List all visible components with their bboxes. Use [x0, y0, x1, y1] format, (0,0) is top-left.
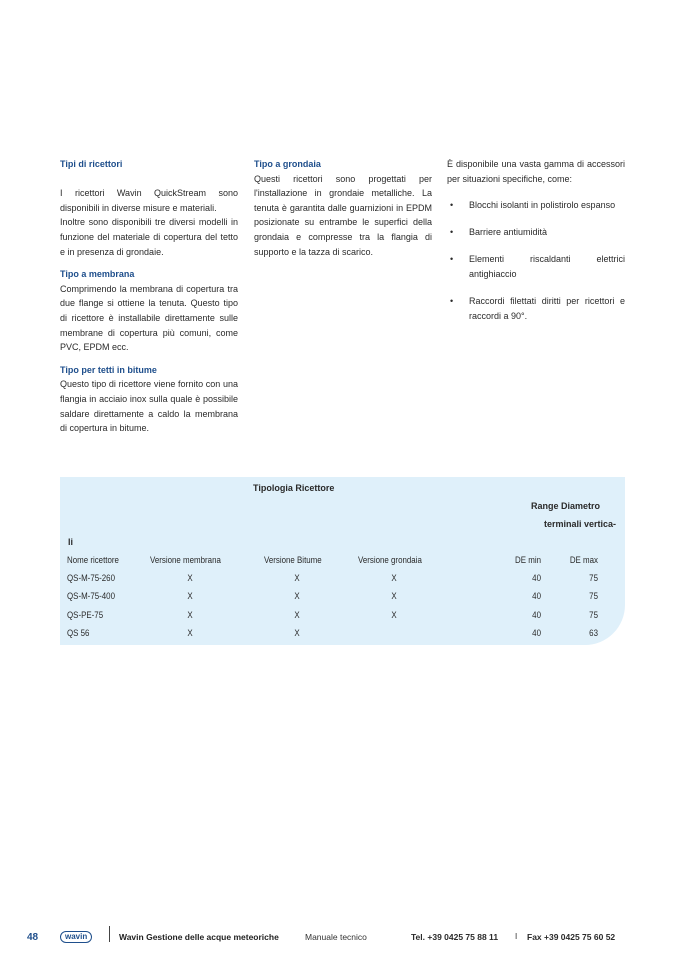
footer-fax: Fax +39 0425 75 60 52 — [527, 932, 616, 942]
bullet: • — [450, 254, 454, 265]
footer-subtitle: Manuale tecnico — [305, 932, 367, 942]
table-cell-grondaia: X — [391, 591, 397, 602]
paragraph: Questi ricettori sono progettati per l'installazione in grondaie metalliche. La tenuta è garantita dalle guarnizioni in EPDM posizionate su entrambe le superfici della grondaia e compresse tra la flangia di supporto e la tazza di scarico. — [254, 173, 432, 257]
paragraph: È disponibile una vasta gamma di accessori per situazioni specifiche, come: — [447, 159, 625, 184]
divider — [109, 926, 110, 942]
bullet: • — [450, 227, 454, 238]
column-header-name: Nome ricettore — [67, 555, 119, 565]
list-item-text: Blocchi isolanti in polistirolo espanso — [469, 200, 616, 211]
page-footer — [0, 930, 677, 948]
table-cell-de-max: 75 — [589, 591, 598, 602]
list-item-text: Raccordi filettati diritti per ricettori e raccordi a 90°. — [469, 296, 625, 321]
table-cell-grondaia: X — [391, 609, 397, 620]
heading-tipo-membrana: Tipo a membrana — [60, 269, 135, 280]
receivers-table — [60, 477, 625, 645]
accessories-list — [447, 198, 625, 323]
page-number: 48 — [27, 932, 39, 943]
column-header-de-max: DE max — [569, 555, 598, 565]
table-cell-bitume: X — [294, 573, 300, 583]
range-header: terminali vertica- — [543, 519, 616, 529]
column-header-bitume: Versione Bitume — [264, 555, 322, 565]
column-1 — [60, 157, 238, 436]
table-cell-name: QS 56 — [67, 627, 90, 638]
table-cell-de-min: 40 — [532, 573, 541, 583]
heading-tipo-bitume: Tipo per tetti in bitume — [60, 364, 157, 375]
list-item — [447, 225, 625, 240]
table-cell-de-max: 75 — [589, 609, 598, 620]
heading-tipi-ricettori: Tipi di ricettori — [60, 159, 123, 169]
table-cell-grondaia: X — [391, 573, 397, 583]
column-3 — [447, 157, 625, 336]
wavin-logo: wavin — [60, 931, 92, 943]
table-cell-name: QS-PE-75 — [67, 609, 104, 620]
list-item — [447, 252, 625, 281]
bullet: • — [450, 200, 454, 211]
paragraph: Questo tipo di ricettore viene fornito con una flangia in acciaio inox sulla quale è possibile saldare direttamente a caldo la membrana di copertura in bitume. — [60, 379, 238, 434]
table-cell-de-min: 40 — [532, 609, 541, 620]
table-cell-de-min: 40 — [532, 627, 541, 638]
range-header: Range Diametro — [530, 501, 600, 511]
table-cell-name: QS-M-75-400 — [67, 591, 115, 602]
footer-title: Wavin Gestione delle acque meteoriche — [119, 932, 279, 942]
table-cell-de-max: 75 — [589, 573, 598, 583]
column-header-grondaia: Versione grondaia — [358, 555, 422, 565]
table-cell-name: QS-M-75-260 — [67, 573, 115, 583]
table-cell-bitume: X — [294, 609, 300, 620]
column-2 — [254, 157, 432, 259]
list-item — [447, 294, 625, 323]
table-title: Tipologia Ricettore — [253, 483, 335, 493]
column-header-membrana: Versione membrana — [150, 555, 221, 565]
table-cell-bitume: X — [294, 591, 300, 602]
heading-tipo-grondaia: Tipo a grondaia — [254, 159, 321, 169]
list-item-text: Elementi riscaldanti elettrici antighiaccio — [469, 254, 625, 279]
paragraph: Comprimendo la membrana di copertura tra due flange si ottiene la tenuta. Questo tipo di ricettore è installabile direttamente sulle membrane di copertura più comuni, come PVC, EPDM ecc. — [60, 283, 238, 353]
table-cell-de-min: 40 — [532, 591, 541, 602]
table-cell-membrana: X — [187, 573, 193, 583]
footer-separator: I — [515, 932, 518, 941]
range-header: li — [68, 537, 74, 547]
table-cell-membrana: X — [187, 609, 193, 620]
table-cell-membrana: X — [187, 591, 193, 602]
footer-tel: Tel. +39 0425 75 88 11 — [411, 932, 499, 942]
list-item — [447, 198, 625, 213]
column-header-de-min: DE min — [515, 555, 541, 565]
list-item-text: Barriere antiumidità — [469, 227, 548, 238]
table-cell-de-max: 63 — [589, 627, 598, 638]
table-cell-membrana: X — [187, 627, 193, 638]
paragraph: I ricettori Wavin QuickStream sono disponibili in diverse misure e materiali. — [60, 188, 238, 213]
bullet: • — [450, 296, 454, 307]
table-cell-bitume: X — [294, 627, 300, 638]
paragraph: Inoltre sono disponibili tre diversi modelli in funzione del materiale di copertura del tetto e in presenza di grondaie. — [60, 217, 238, 257]
